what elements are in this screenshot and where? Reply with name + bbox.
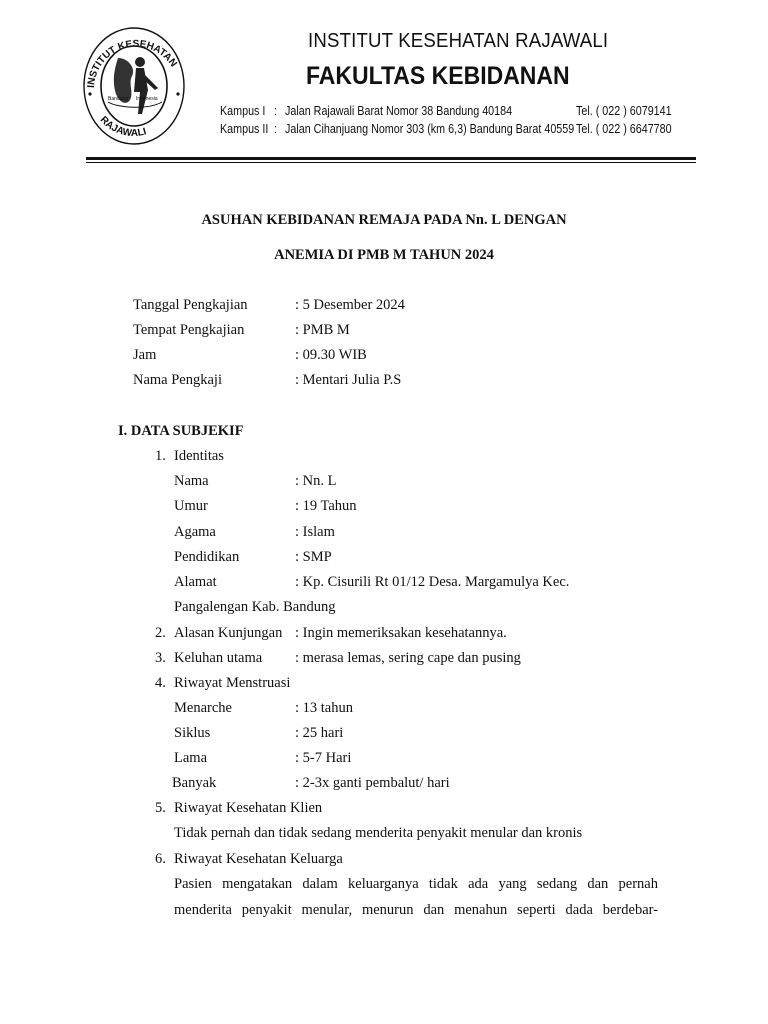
campus1-label: Kampus I — [220, 104, 266, 118]
campus2-phone: Tel. ( 022 ) 6647780 — [576, 122, 672, 136]
assessment-place-value: : PMB M — [295, 322, 350, 338]
campus2-separator: : — [274, 122, 277, 136]
client-health-history-title: Riwayat Kesehatan Klien — [174, 800, 323, 816]
document-title-line1: ASUHAN KEBIDANAN REMAJA PADA Nn. L DENGAN — [201, 212, 567, 228]
item-number: 2. — [155, 625, 166, 641]
menarche-value: : 13 tahun — [295, 700, 353, 716]
item-number: 3. — [155, 650, 166, 666]
duration-value: : 5-7 Hari — [295, 750, 352, 766]
menstrual-history-title: Riwayat Menstruasi — [174, 675, 291, 691]
client-health-history-text: Tidak pernah dan tidak sedang menderita penyakit menular dan kronis — [174, 825, 583, 841]
main-complaint-value: : merasa lemas, sering cape dan pusing — [295, 650, 521, 666]
item-number: 6. — [155, 851, 166, 867]
logo-inner-right-text: Indonesia — [136, 96, 158, 102]
assessment-place-label: Tempat Pengkajian — [133, 322, 245, 338]
letterhead-divider-thick — [86, 157, 696, 160]
menarche-label: Menarche — [174, 700, 232, 716]
institution-logo — [78, 18, 190, 150]
item-number: 1. — [155, 448, 166, 464]
assessor-name-value: : Mentari Julia P.S — [295, 372, 402, 388]
assessment-date-value: : 5 Desember 2024 — [295, 297, 405, 313]
identity-address-value: : Kp. Cisurili Rt 01/12 Desa. Margamulya Kec. — [295, 574, 570, 590]
identity-name-value: : Nn. L — [295, 473, 337, 489]
letterhead-divider-thin — [86, 162, 696, 163]
visit-reason-value: : Ingin memeriksakan kesehatannya. — [295, 625, 507, 641]
item-number: 4. — [155, 675, 166, 691]
identity-age-label: Umur — [174, 498, 208, 514]
assessment-date-label: Tanggal Pengkajian — [133, 297, 248, 313]
main-complaint-label: Keluhan utama — [174, 650, 263, 666]
assessor-name-label: Nama Pengkaji — [133, 372, 222, 388]
campus2-label: Kampus II — [220, 122, 269, 136]
identity-age-value: : 19 Tahun — [295, 498, 357, 514]
document-title-line2: ANEMIA DI PMB M TAHUN 2024 — [274, 247, 494, 263]
campus1-separator: : — [274, 104, 277, 118]
cycle-label: Siklus — [174, 725, 211, 741]
family-health-history-title: Riwayat Kesehatan Keluarga — [174, 851, 343, 867]
logo-ring-text: INSTITUT KESEHATAN — [85, 38, 179, 89]
cycle-value: : 25 hari — [295, 725, 344, 741]
logo-inner-left-text: Bandung — [108, 96, 129, 102]
identity-education-value: : SMP — [295, 549, 332, 565]
family-health-history-line2: menderita penyakit menular, menurun dan menahun seperti dada berdebar- — [174, 902, 658, 918]
identity-address-continuation: Pangalengan Kab. Bandung — [174, 599, 336, 615]
identity-religion-label: Agama — [174, 524, 216, 540]
family-health-history-line1: Pasien mengatakan dalam keluarganya tidak ada yang sedang dan pernah — [174, 876, 658, 892]
campus1-address: Jalan Rajawali Barat Nomor 38 Bandung 40184 — [285, 104, 513, 118]
campus2-address: Jalan Cihanjuang Nomor 303 (km 6,3) Bandung Barat 40559 — [285, 122, 575, 136]
item-number: 5. — [155, 800, 166, 816]
amount-value: : 2-3x ganti pembalut/ hari — [295, 775, 450, 791]
identity-name-label: Nama — [174, 473, 209, 489]
section-heading: I. DATA SUBJEKIF — [118, 423, 244, 439]
assessment-time-label: Jam — [133, 347, 157, 363]
institution-name: INSTITUT KESEHATAN RAJAWALI — [308, 30, 609, 52]
faculty-name: FAKULTAS KEBIDANAN — [306, 62, 570, 90]
assessment-time-value: : 09.30 WIB — [295, 347, 367, 363]
visit-reason-label: Alasan Kunjungan — [174, 625, 283, 641]
identity-title: Identitas — [174, 448, 224, 464]
identity-religion-value: : Islam — [295, 524, 335, 540]
duration-label: Lama — [174, 750, 208, 766]
identity-education-label: Pendidikan — [174, 549, 240, 565]
amount-label: Banyak — [172, 775, 217, 791]
identity-address-label: Alamat — [174, 574, 217, 590]
logo-bottom-text: RAJAWALI — [97, 114, 148, 140]
campus1-phone: Tel. ( 022 ) 6079141 — [576, 104, 672, 118]
